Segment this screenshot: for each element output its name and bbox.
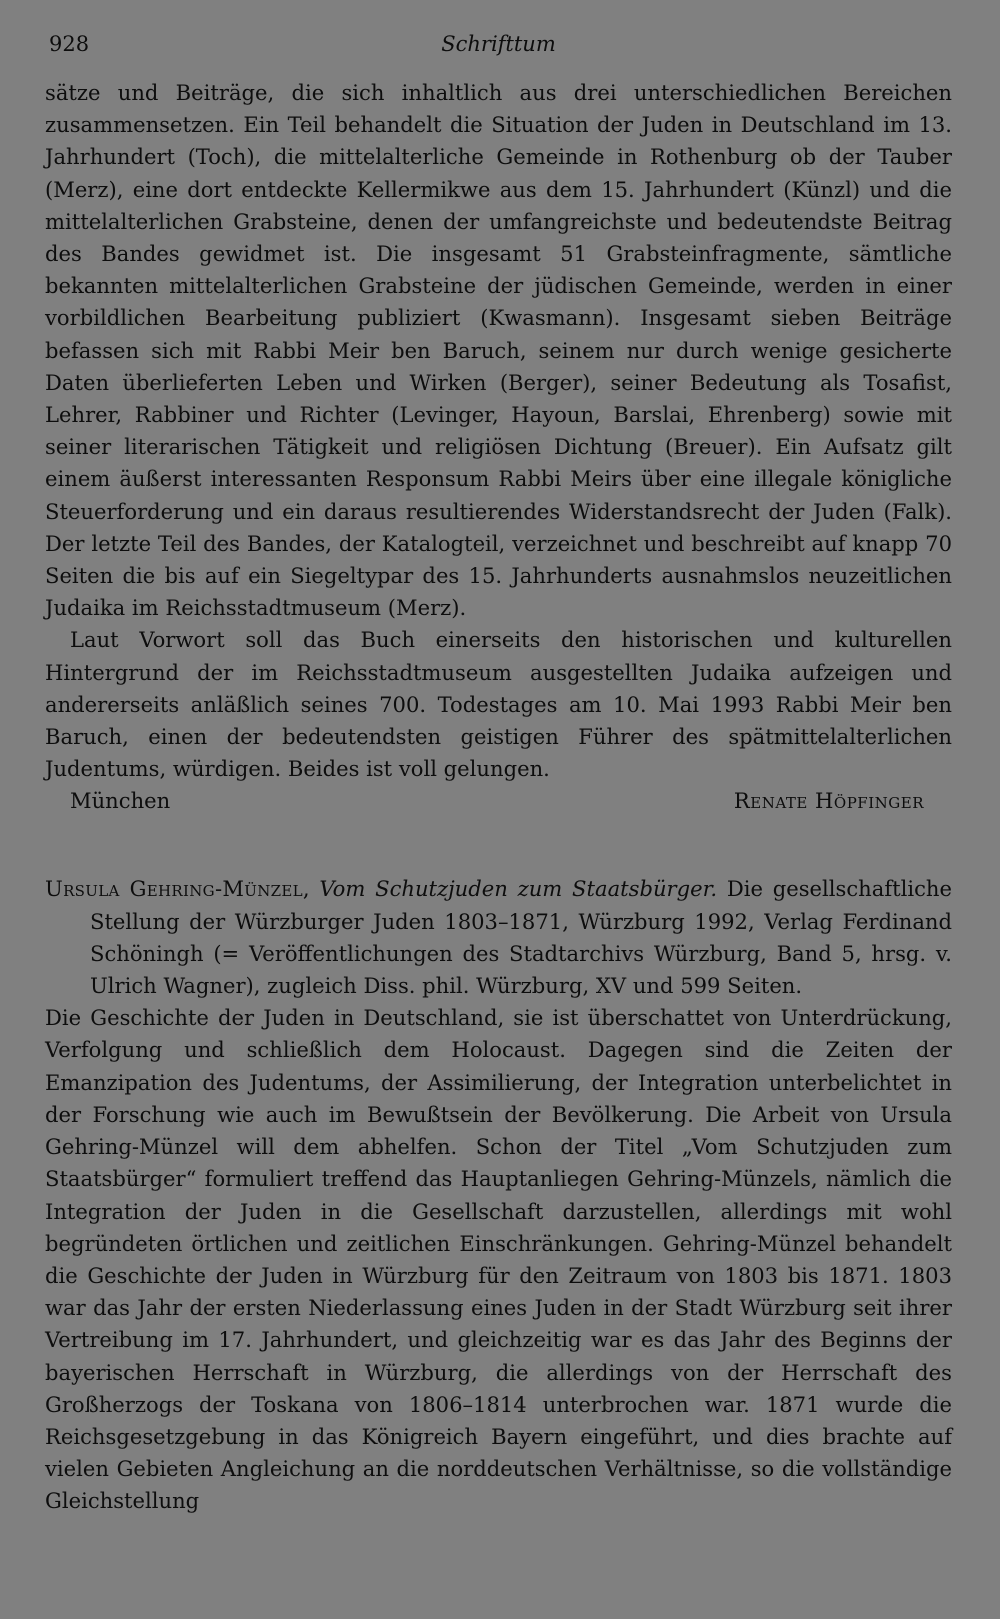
running-head (45, 32, 952, 66)
review-continuation-paragraph: sätze und Beiträge, die sich inhaltlich aus drei unterschiedlichen Bereichen zusammensetzen. Ein Teil behandelt die Situation der Juden in Deutschland im 13. Jahrhundert (Toch), die mittelalterliche Gemeinde in Rothenburg ob der Tauber (Merz), eine dort entdeckte Kellermikwe aus dem 15. Jahrhundert (Künzl) und die mittelalterlichen Grabsteine, denen der umfangreichste und bedeutendste Beitrag des Bandes gewidmet ist. Die insgesamt 51 Grabsteinfragmente, sämtliche bekannten mittelalterlichen Grabsteine der jüdischen Gemeinde, werden in einer vorbildlichen Bearbeitung publiziert (Kwasmann). Insgesamt sieben Beiträge befassen sich mit Rabbi Meir ben Baruch, seinem nur durch wenige gesicherte Daten überlieferten Leben und Wirken (Berger), seiner Bedeutung als Tosafist, Lehrer, Rabbiner und Richter (Levinger, Hayoun, Barslai, Ehrenberg) sowie mit seiner literarischen Tätigkeit und religiösen Dichtung (Breuer). Ein Aufsatz gilt einem äußerst interessanten Responsum Rabbi Meirs über eine illegale königliche Steuerforderung und ein daraus resultierendes Widerstandsrecht der Juden (Falk). Der letzte Teil des Bandes, der Katalogteil, verzeichnet und beschreibt auf knapp 70 Seiten die bis auf ein Siegeltypar des 15. Jahrhunderts ausnahmslos neuzeitlichen Judaika im Reichsstadtmuseum (Merz). (45, 80, 952, 621)
document-page (45, 32, 952, 1518)
bibliographic-entry: Ursula Gehring-Münzel, Vom Schutzjuden zum Staatsbürger. Die gesellschaftliche Stellung der Würzburger Juden 1803–1871, Würzburg 1992, Verlag Ferdinand Schöningh (= Veröffentlichungen des Stadtarchivs Würzburg, Band 5, hrsg. v. Ulrich Wagner), zugleich Diss. phil. Würzburg, XV und 599 Seiten. (45, 876, 952, 999)
page-number: 928 (49, 32, 90, 56)
reviewer-name: Renate Höpfinger (733, 788, 924, 814)
book-details: Die gesellschaftliche Stellung der Würzburger Juden 1803–1871, Würzburg 1992, Verlag Ferdinand Schöningh (= Veröffentlichungen des Stadtarchivs Würzburg, Band 5, hrsg. v. Ulrich Wagner), zugleich Diss. phil. Würzburg, XV und 599 Seiten. (90, 876, 952, 999)
book-author: Ursula Gehring-Münzel (45, 876, 303, 902)
review-closing-paragraph: Laut Vorwort soll das Buch einerseits den historischen und kulturellen Hintergrund der im Reichsstadtmuseum ausgestellten Judaika aufzeigen und andererseits anläßlich seines 700. Todestages am 10. Mai 1993 Rabbi Meir ben Baruch, einen der bedeutendsten geistigen Führer des spätmittelalterlichen Judentums, würdigen. Beides ist voll gelungen. (45, 627, 952, 782)
book-title: Vom Schutzjuden zum Staatsbürger. (319, 876, 718, 902)
reviewer-place: München (70, 788, 171, 814)
review-signature (45, 785, 952, 817)
running-title: Schrifttum (441, 32, 556, 56)
review-body-paragraph: Die Geschichte der Juden in Deutschland, sie ist überschattet von Unterdrückung, Verfolgung und schließlich dem Holocaust. Dagegen sind die Zeiten der Emanzipation des Judentums, der Assimilierung, der Integration unterbelichtet in der Forschung wie auch im Bewußtsein der Bevölkerung. Die Arbeit von Ursula Gehring-Münzel will dem abhelfen. Schon der Titel „Vom Schutzjuden zum Staatsbürger“ formuliert treffend das Hauptanliegen Gehring-Münzels, nämlich die Integration der Juden in die Gesellschaft darzustellen, allerdings mit wohl begründeten örtlichen und zeitlichen Einschränkungen. Gehring-Münzel behandelt die Geschichte der Juden in Würzburg für den Zeitraum von 1803 bis 1871. 1803 war das Jahr der ersten Niederlassung eines Juden in der Stadt Würzburg seit ihrer Vertreibung im 17. Jahrhundert, und gleichzeitig war es das Jahr des Beginns der bayerischen Herrschaft in Würzburg, die allerdings von der Herrschaft des Großherzogs der Toskana von 1806–1814 unterbrochen war. 1871 wurde die Reichsgesetzgebung in das Königreich Bayern eingeführt, und dies brachte auf vielen Gebieten Angleichung an die norddeutschen Verhältnisse, so die vollständige Gleichstellung (45, 1005, 952, 1514)
